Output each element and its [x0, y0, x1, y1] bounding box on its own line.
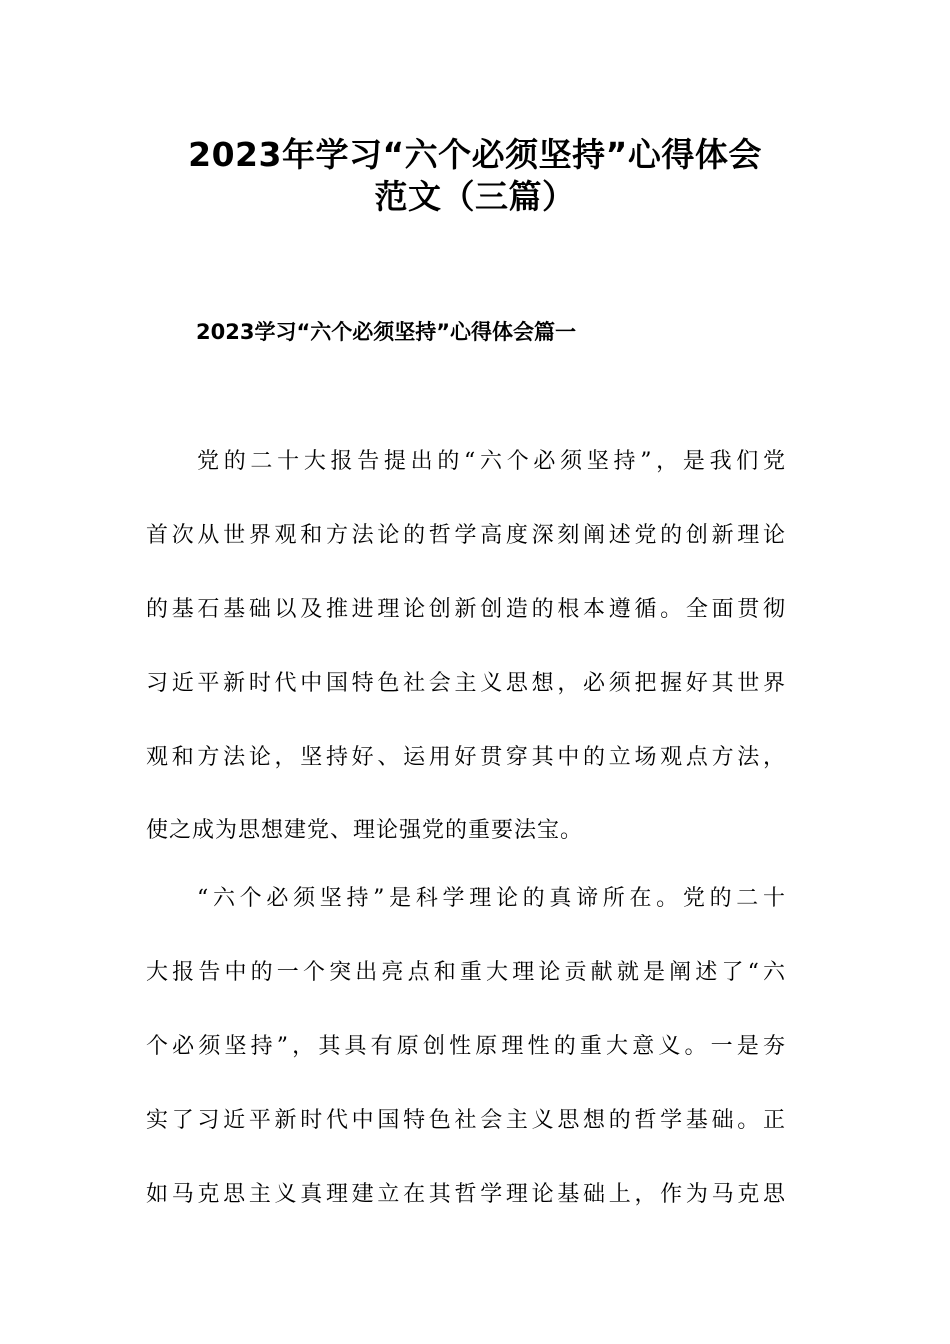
paragraph-2-line-3: 个必须坚持”，其具有原创性原理性的重大意义。一是夯: [146, 1034, 786, 1059]
paragraph-1-line-1: 党的二十大报告提出的“六个必须坚持”，是我们党: [197, 449, 786, 474]
paragraph-1-line-3: 的基石基础以及推进理论创新创造的根本遵循。全面贯彻: [146, 597, 786, 622]
paragraph-1-line-2: 首次从世界观和方法论的哲学高度深刻阐述党的创新理论: [146, 523, 786, 548]
paragraph-1-line-4: 习近平新时代中国特色社会主义思想，必须把握好其世界: [146, 671, 786, 696]
paragraph-1-line-6: 使之成为思想建党、理论强党的重要法宝。: [146, 818, 584, 843]
document-title-line-2: 范文（三篇）: [374, 177, 576, 216]
paragraph-2-line-2: 大报告中的一个突出亮点和重大理论贡献就是阐述了“六: [146, 960, 786, 985]
section-heading: 2023学习“六个必须坚持”心得体会篇一: [196, 320, 577, 344]
document-title-line-1: 2023年学习“六个必须坚持”心得体会: [188, 135, 762, 174]
paragraph-2-line-5: 如马克思主义真理建立在其哲学理论基础上，作为马克思: [146, 1182, 786, 1207]
paragraph-2-line-4: 实了习近平新时代中国特色社会主义思想的哲学基础。正: [146, 1108, 786, 1133]
paragraph-2-line-1: “六个必须坚持”是科学理论的真谛所在。党的二十: [197, 886, 786, 911]
paragraph-1-line-5: 观和方法论，坚持好、运用好贯穿其中的立场观点方法，: [146, 745, 786, 770]
